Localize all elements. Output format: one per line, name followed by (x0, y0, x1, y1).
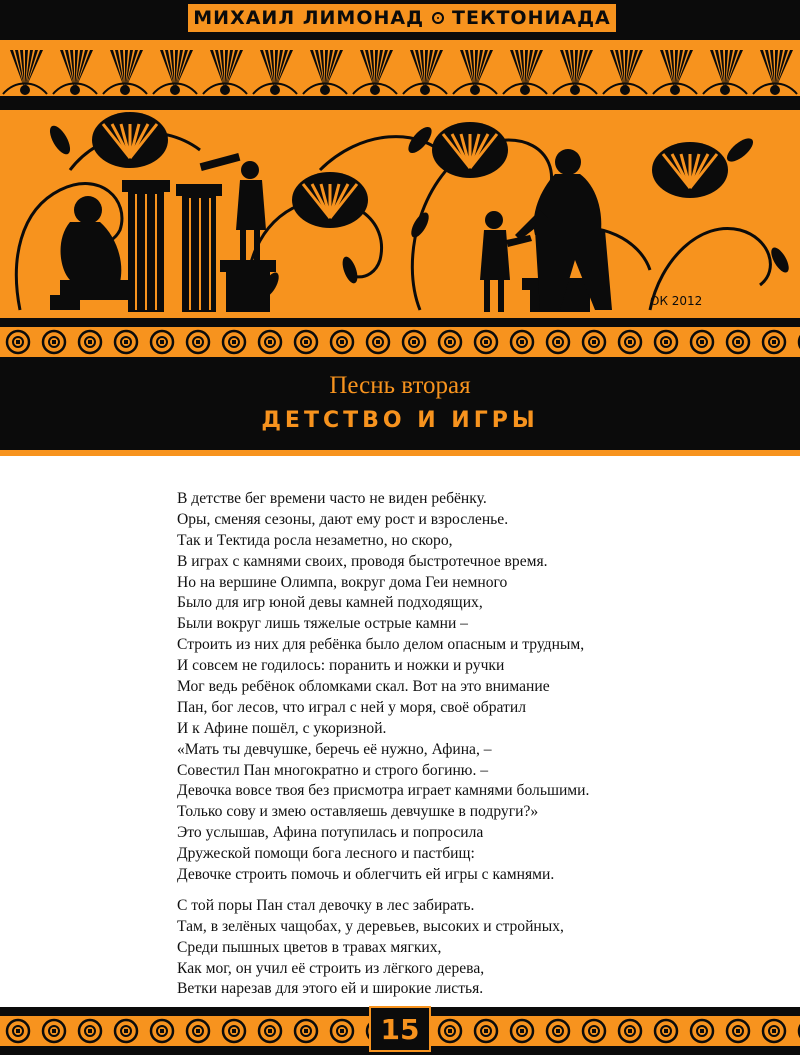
book-title-strip (188, 4, 616, 32)
poem-line: Были вокруг лишь тяжелые острые камни – (177, 615, 468, 633)
separator-circle-icon (432, 12, 444, 24)
poem-line: Девочка вовсе твоя без присмотра играет камнями большими. (177, 782, 590, 800)
poem-line: Мог ведь ребёнок обломками скал. Вот на это внимание (177, 678, 550, 696)
poem-line: С той поры Пан стал девочку в лес забирать. (177, 896, 475, 914)
header-bottom-stripe (0, 450, 800, 456)
author-name: МИХАИЛ ЛИМОНАД (193, 7, 424, 29)
poem-line: Но на вершине Олимпа, вокруг дома Геи немного (177, 573, 508, 591)
divider-line (0, 102, 800, 110)
chapter-title: ДЕТСТВО И ИГРЫ (261, 408, 539, 433)
poem-line: В играх с камнями своих, проводя быстротечное время. (177, 552, 548, 570)
poem-line: Строить из них для ребёнка было делом опасным и трудным, (177, 636, 585, 654)
poem-line: Совестил Пан многократно и строго богиню. – (177, 761, 489, 779)
poem-line: В детстве бег времени часто не виден ребёнку. (177, 490, 487, 507)
poem-line: Только сову и змею оставляешь девчушке в подруги?» (177, 803, 539, 821)
page-number-box (369, 1006, 431, 1052)
palmette-ornament-band (0, 36, 800, 102)
poem-line: Там, в зелёных чащобах, у деревьев, высоких и стройных, (177, 917, 564, 935)
poem-line: И совсем не годилось: поранить и ножки и ручки (177, 657, 505, 675)
chapter-number: Песнь вторая (329, 372, 471, 399)
page-number: 15 (380, 1012, 420, 1046)
poem-line: И к Афине пошёл, с укоризной. (177, 719, 387, 737)
book-title: ТЕКТОНИАДА (452, 7, 611, 29)
poem-line: Оры, сменяя сезоны, дают ему рост и взросленье. (177, 510, 509, 528)
poem-line: Было для игр юной девы камней подходящих, (177, 594, 483, 612)
chapter-header (0, 360, 800, 450)
stanza-gap (177, 886, 737, 896)
poem-line: Так и Тектида росла незаметно, но скоро, (177, 531, 453, 549)
poem-line: «Мать ты девчушке, беречь её нужно, Афина, – (177, 740, 492, 758)
poem-line: Девочке строить помочь и облегчить ей игры с камнями. (177, 866, 555, 884)
poem-text (177, 489, 737, 1000)
poem-line: Дружеской помощи бога лесного и пастбищ: (177, 845, 475, 863)
scene-illustration (0, 110, 800, 320)
artist-signature: ОК 2012 (650, 294, 703, 308)
poem-line: Пан, бог лесов, что играл с ней у моря, своё обратил (177, 698, 526, 716)
poem-line: Как мог, он учил её строить из лёгкого дерева, (177, 959, 485, 977)
poem-line: Среди пышных цветов в травах мягких, (177, 938, 442, 956)
poem-line: Ветки нарезав для этого ей и широкие листья. (177, 980, 484, 998)
poem-line: Это услышав, Афина потупилась и попросила (177, 824, 484, 842)
meander-ornament-band (0, 324, 800, 360)
